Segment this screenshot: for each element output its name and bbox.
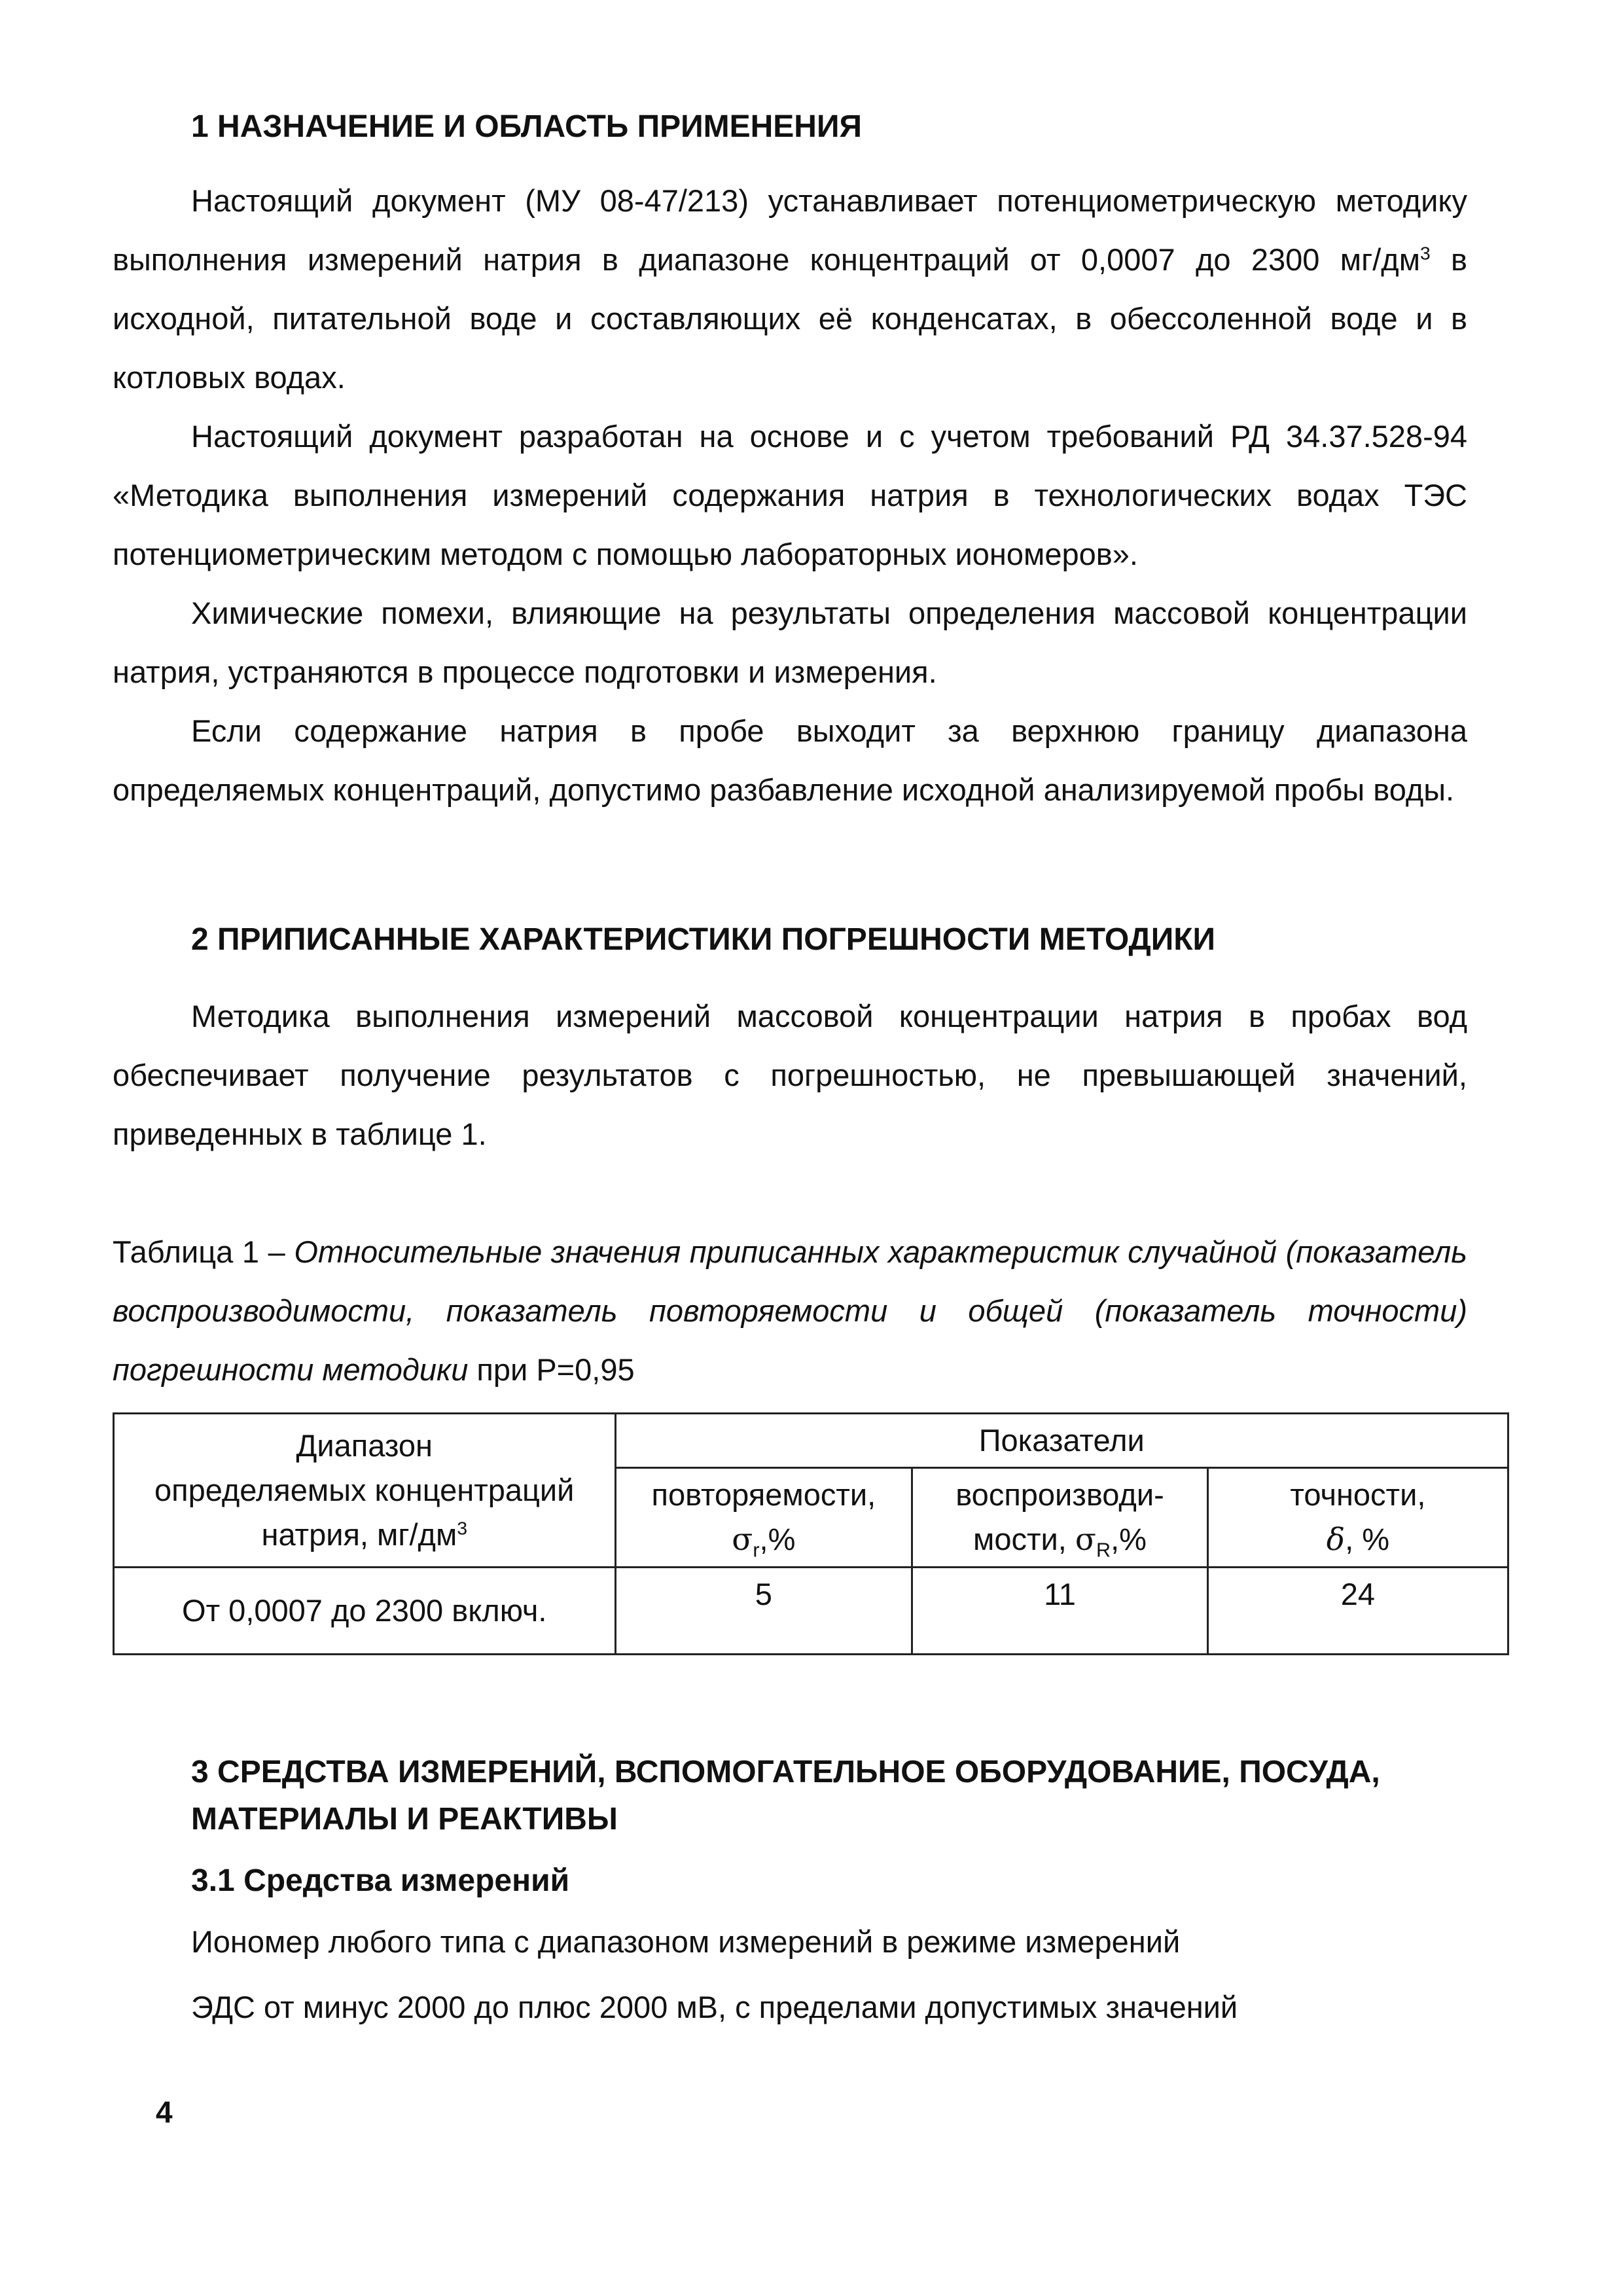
table-1 <box>113 1412 1509 1655</box>
section-1-paragraph-4: Если содержание натрия в пробе выходит за верхнюю границу диапазона определяемых концентраций, допустимо разбавление исходной анализируемой пробы воды. <box>113 713 1467 807</box>
row-range-cell: От 0,0007 до 2300 включ. <box>114 1568 616 1655</box>
row-repeatability-cell: 5 <box>615 1568 912 1655</box>
table-1-caption: Таблица 1 – Относительные значения приписанных характеристик случайной (показатель воспроизводимости, показатель повторяемости и общей (показатель точности) погрешности методики при Р=0,95 <box>113 1234 1467 1387</box>
header-accuracy-cell: точности, δ, % <box>1207 1468 1508 1568</box>
header-reproducibility-cell: воспроизводи- мости, $\sigma_R,\%$ <box>912 1468 1208 1568</box>
section-1-paragraph-2: Настоящий документ разработан на основе и с учетом требований РД 34.37.528-94 «Методика выполнения измерений содержания натрия в технологических водах ТЭС потенциометрическим методом с помощью лабораторных иономеров». <box>113 419 1467 571</box>
row-reproducibility-cell: 11 <box>912 1568 1208 1655</box>
section-1-paragraph-1: Настоящий документ (МУ 08-47/213) устанавливает потенциометрическую методику выполнения измерений натрия в диапазоне концентраций от 0,0007 до 2300 $мг/дм^3$ в исходной, питательной воде и составляющих её конденсатах, в обессоленной воде и в котловых водах. <box>113 183 1468 395</box>
header-range-cell: Диапазон определяемых концентраций натрия, $мг/дм^3$ <box>114 1414 616 1568</box>
section-2-heading: 2 ПРИПИСАННЫЕ ХАРАКТЕРИСТИКИ ПОГРЕШНОСТИ МЕТОДИКИ <box>191 922 1216 957</box>
section-3-heading: 3 СРЕДСТВА ИЗМЕРЕНИЙ, ВСПОМОГАТЕЛЬНОЕ ОБОРУДОВАНИЕ, ПОСУДА, МАТЕРИАЛЫ И РЕАКТИВЫ <box>191 1755 1380 1837</box>
section-1-heading: 1 НАЗНАЧЕНИЕ И ОБЛАСТЬ ПРИМЕНЕНИЯ <box>191 109 862 144</box>
section-3-paragraph-2: ЭДС от минус 2000 до плюс 2000 мВ, с пределами допустимых значений <box>191 1990 1238 2024</box>
table-row <box>114 1568 1508 1655</box>
section-2-paragraph-1: Методика выполнения измерений массовой концентрации натрия в пробах вод обеспечивает получение результатов с погрешностью, не превышающей значений, приведенных в таблице 1. <box>113 999 1467 1151</box>
section-3-paragraph-1: Иономер любого типа с диапазоном измерений в режиме измерений <box>191 1924 1181 1959</box>
header-indicators-cell: Показатели <box>615 1414 1508 1468</box>
section-3-1-heading: 3.1 Средства измерений <box>191 1863 570 1898</box>
section-1-paragraph-3: Химические помехи, влияющие на результаты определения массовой концентрации натрия, устраняются в процессе подготовки и измерения. <box>113 596 1467 689</box>
row-accuracy-cell: 24 <box>1207 1568 1508 1655</box>
header-repeatability-cell: повторяемости, $\sigma_r,\%$ <box>615 1468 912 1568</box>
page-number: 4 <box>156 2095 173 2129</box>
